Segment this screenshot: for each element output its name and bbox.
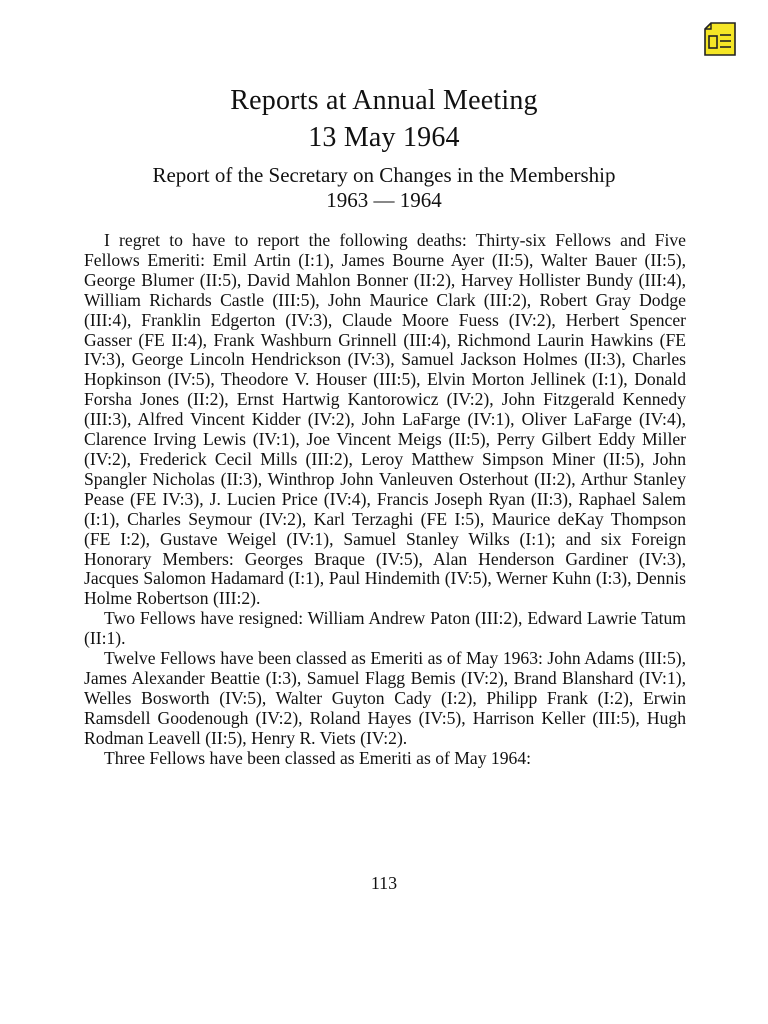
page-number: 113 [370,873,398,893]
report-body [84,231,686,768]
paragraph-emeriti-1963: Twelve Fellows have been classed as Emeriti as of May 1963: John Adams (III:5), James Alexander Beattie (I:3), Samuel Flagg Bemis (IV:2), Brand Blanshard (IV:1), Welles Bosworth (IV:5), Walter Guyton Cady (I:2), Philipp Frank (I:2), Erwin Ramsdell Goodenough (IV:2), Roland Hayes (IV:5), Harrison Keller (III:5), Hugh Rodman Leavell (II:5), Henry R. Viets (IV:2). [84,648,686,748]
paragraph-deaths: I regret to have to report the following deaths: Thirty-six Fellows and Five Fellows Emeriti: Emil Artin (I:1), James Bourne Ayer (II:5), Walter Bauer (II:5), George Blumer (II:5), David Mahlon Bonner (II:2), Harvey Hollister Bundy (III:4), William Richards Castle (III:5), John Maurice Clark (III:2), Robert Gray Dodge (III:4), Franklin Edgerton (IV:3), Claude Moore Fuess (IV:2), Herbert Spencer Gasser (FE II:4), Frank Washburn Grinnell (III:4), Richmond Laurin Hawkins (FE IV:3), George Lincoln Hendrickson (IV:3), Samuel Jackson Holmes (II:3), Charles Hopkinson (IV:5), Theodore V. Houser (III:5), Elvin Morton Jellinek (I:1), Donald Forsha Jones (II:2), Ernst Hartwig Kantorowicz (IV:2), John Fitzgerald Kennedy (III:3), Alfred Vincent Kidder (IV:2), John LaFarge (IV:1), Oliver LaFarge (IV:4), Clarence Irving Lewis (IV:1), Joe Vincent Meigs (II:5), Perry Gilbert Eddy Miller (IV:2), Frederick Cecil Mills (III:2), Leroy Matthew Simpson Miner (II:5), John Spangler Nicholas (II:3), Winthrop John Vanleuven Osterhout (II:2), Arthur Stanley Pease (FE IV:3), J. Lucien Price (IV:4), Francis Joseph Ryan (II:3), Raphael Salem (I:1), Charles Seymour (IV:2), Karl Terzaghi (FE I:5), Maurice deKay Thompson (FE I:2), Gustave Weigel (IV:1), Samuel Stanley Wilks (I:1); and six Foreign Honorary Members: Georges Braque (IV:5), Alan Henderson Gardiner (IV:3), Jacques Salomon Hadamard (I:1), Paul Hindemith (IV:5), Werner Kuhn (I:3), Dennis Holme Robertson (III:2). [84,230,686,609]
document-note-icon[interactable] [703,22,737,56]
report-subtitle: Report of the Secretary on Changes in the Membership [152,163,616,187]
document-note-icon-graphic [703,22,737,56]
paragraph-emeriti-1964: Three Fellows have been classed as Emeriti as of May 1964: [104,747,532,768]
meeting-date: 13 May 1964 [308,122,460,153]
report-years: 1963 — 1964 [326,188,442,212]
paragraph-resignations: Two Fellows have resigned: William Andrew Paton (III:2), Edward Lawrie Tatum (II:1). [84,608,686,649]
page-title: Reports at Annual Meeting [230,85,538,116]
